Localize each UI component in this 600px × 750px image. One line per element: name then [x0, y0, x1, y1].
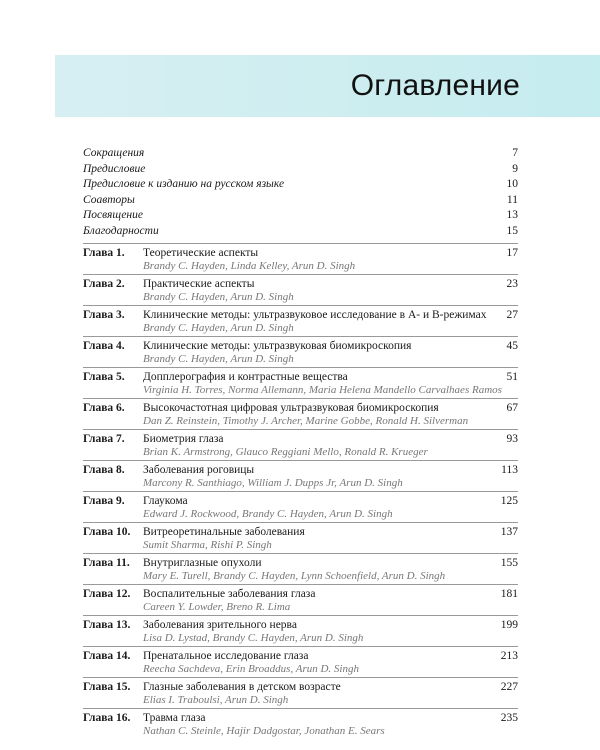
page-number: 235: [500, 712, 518, 724]
front-matter-item[interactable]: [83, 225, 518, 241]
chapter-entry[interactable]: [83, 677, 518, 708]
chapter-title: Биометрия глаза: [143, 433, 224, 445]
chapter-entry[interactable]: [83, 460, 518, 491]
chapter-number: Глава 6.: [83, 402, 125, 414]
chapter-title-row: [143, 711, 518, 725]
chapter-entry[interactable]: [83, 553, 518, 584]
chapter-body: [143, 680, 518, 708]
chapter-title-row: [143, 494, 518, 508]
page-number: 67: [506, 402, 518, 414]
front-matter-label: Сокращения: [83, 147, 145, 159]
chapter-authors: Lisa D. Lystad, Brandy C. Hayden, Arun D. Singh: [143, 632, 364, 644]
front-matter-label: Благодарности: [83, 224, 159, 237]
chapter-number: Глава 10.: [83, 526, 131, 538]
chapter-body: [143, 277, 518, 305]
chapter-title-row: [143, 618, 518, 632]
chapter-title: Пренатальное исследование глаза: [143, 650, 309, 662]
page-number: 155: [500, 557, 518, 569]
chapter-title-row: [143, 432, 518, 446]
chapter-body: [143, 370, 518, 398]
chapter-entry[interactable]: [83, 615, 518, 646]
chapter-entry[interactable]: [83, 336, 518, 367]
chapter-title-row: [143, 680, 518, 694]
chapter-entry[interactable]: [83, 584, 518, 615]
page-number: 15: [506, 224, 518, 237]
chapter-number: Глава 2.: [83, 278, 125, 290]
chapter-body: [143, 246, 518, 274]
chapter-title: Глаукома: [143, 495, 188, 507]
header-band: [55, 55, 600, 117]
front-matter-label: Предисловие к изданию на русском языке: [83, 178, 285, 190]
chapter-entry[interactable]: [83, 367, 518, 398]
chapter-title: Клинические методы: ультразвуковая биомикроскопия: [143, 340, 412, 352]
front-matter-item[interactable]: [83, 163, 518, 179]
chapter-title-row: [143, 370, 518, 384]
chapter-number: Глава 5.: [83, 371, 125, 383]
chapter-title-row: [143, 525, 518, 539]
chapter-title-row: [143, 277, 518, 291]
page-number: 27: [506, 309, 518, 321]
page-number: 93: [506, 433, 518, 445]
chapter-entry[interactable]: [83, 646, 518, 677]
chapter-title: Практические аспекты: [143, 278, 255, 290]
chapter-authors: Sumit Sharma, Rishi P. Singh: [143, 539, 272, 551]
page-number: 213: [500, 650, 518, 662]
page-number: 11: [506, 193, 518, 206]
chapter-body: [143, 308, 518, 336]
front-matter-label: Посвящение: [83, 209, 143, 221]
chapter-entry[interactable]: [83, 274, 518, 305]
chapter-title-row: [143, 339, 518, 353]
page-number: 23: [506, 278, 518, 290]
chapter-authors: Elias I. Traboulsi, Arun D. Singh: [143, 694, 289, 706]
chapter-body: [143, 525, 518, 553]
chapter-title-row: [143, 587, 518, 601]
chapter-entry[interactable]: [83, 708, 518, 739]
page-number: 7: [512, 147, 518, 159]
page-number: 10: [506, 178, 518, 190]
chapter-entry[interactable]: [83, 243, 518, 274]
chapter-number: Глава 7.: [83, 433, 125, 445]
front-matter-item[interactable]: [83, 147, 518, 163]
chapter-body: [143, 711, 518, 739]
front-matter-item[interactable]: [83, 209, 518, 225]
chapter-body: [143, 587, 518, 615]
chapter-title: Воспалительные заболевания глаза: [143, 588, 316, 600]
chapter-authors: Virginia H. Torres, Norma Allemann, Maria Helena Mandello Carvalhaes Ramos: [143, 384, 502, 396]
chapter-number: Глава 15.: [83, 681, 131, 693]
chapter-title: Витреоретинальные заболевания: [143, 526, 305, 538]
chapter-title: Допплерография и контрастные вещества: [143, 371, 348, 383]
chapter-list: [83, 243, 518, 739]
chapter-entry[interactable]: [83, 305, 518, 336]
page-number: 9: [512, 162, 518, 175]
chapter-authors: Nathan C. Steinle, Hajir Dadgostar, Jonathan E. Sears: [143, 725, 385, 737]
chapter-body: [143, 432, 518, 460]
chapter-body: [143, 556, 518, 584]
chapter-entry[interactable]: [83, 398, 518, 429]
page-number: 181: [500, 588, 518, 600]
chapter-title-row: [143, 463, 518, 477]
chapter-title-row: [143, 246, 518, 260]
chapter-body: [143, 463, 518, 491]
chapter-authors: Careen Y. Lowder, Breno R. Lima: [143, 601, 291, 613]
chapter-entry[interactable]: [83, 429, 518, 460]
page-number: 113: [501, 464, 518, 476]
chapter-authors: Mary E. Turell, Brandy C. Hayden, Lynn Schoenfield, Arun D. Singh: [143, 570, 446, 582]
page-title: Оглавление: [350, 69, 520, 102]
chapter-number: Глава 9.: [83, 495, 125, 507]
page-number: 227: [500, 681, 518, 693]
chapter-title: Глазные заболевания в детском возрасте: [143, 681, 341, 693]
chapter-authors: Brandy C. Hayden, Arun D. Singh: [143, 291, 294, 303]
page-number: 13: [506, 209, 518, 221]
front-matter-list: [83, 147, 518, 240]
chapter-body: [143, 649, 518, 677]
chapter-number: Глава 1.: [83, 247, 125, 259]
chapter-number: Глава 12.: [83, 588, 131, 600]
page-number: 17: [506, 247, 518, 259]
chapter-title: Заболевания зрительного нерва: [143, 619, 297, 631]
chapter-authors: Marcony R. Santhiago, William J. Dupps Jr, Arun D. Singh: [143, 477, 403, 489]
chapter-title-row: [143, 401, 518, 415]
chapter-authors: Brandy C. Hayden, Arun D. Singh: [143, 322, 294, 334]
chapter-title: Теоретические аспекты: [143, 247, 259, 259]
front-matter-label: Соавторы: [83, 193, 135, 206]
chapter-number: Глава 3.: [83, 309, 125, 321]
chapter-body: [143, 401, 518, 429]
chapter-number: Глава 14.: [83, 650, 131, 662]
chapter-body: [143, 339, 518, 367]
chapter-title-row: [143, 556, 518, 570]
chapter-body: [143, 618, 518, 646]
chapter-number: Глава 11.: [83, 557, 130, 569]
chapter-number: Глава 4.: [83, 340, 125, 352]
chapter-authors: Brandy C. Hayden, Arun D. Singh: [143, 353, 294, 365]
page-number: 199: [500, 619, 518, 631]
chapter-number: Глава 16.: [83, 712, 131, 724]
chapter-title-row: [143, 308, 518, 322]
table-of-contents: [83, 147, 518, 739]
front-matter-label: Предисловие: [83, 162, 146, 175]
chapter-entry[interactable]: [83, 491, 518, 522]
chapter-authors: Brian K. Armstrong, Glauco Reggiani Mello, Ronald R. Krueger: [143, 446, 428, 458]
chapter-title: Внутриглазные опухоли: [143, 557, 262, 569]
chapter-body: [143, 494, 518, 522]
chapter-title: Заболевания роговицы: [143, 464, 255, 476]
page-number: 51: [506, 371, 518, 383]
page-number: 137: [500, 526, 518, 538]
chapter-authors: Brandy C. Hayden, Linda Kelley, Arun D. Singh: [143, 260, 356, 272]
chapter-entry[interactable]: [83, 522, 518, 553]
page-number: 45: [506, 340, 518, 352]
chapter-number: Глава 8.: [83, 464, 125, 476]
chapter-title: Высокочастотная цифровая ультразвуковая биомикроскопия: [143, 402, 439, 414]
chapter-authors: Edward J. Rockwood, Brandy C. Hayden, Arun D. Singh: [143, 508, 393, 520]
page-number: 125: [500, 495, 518, 507]
chapter-title-row: [143, 649, 518, 663]
chapter-title: Травма глаза: [143, 712, 206, 724]
front-matter-item[interactable]: [83, 178, 518, 194]
chapter-authors: Reecha Sachdeva, Erin Broaddus, Arun D. Singh: [143, 663, 359, 675]
chapter-number: Глава 13.: [83, 619, 131, 631]
front-matter-item[interactable]: [83, 194, 518, 210]
chapter-authors: Dan Z. Reinstein, Timothy J. Archer, Marine Gobbe, Ronald H. Silverman: [143, 415, 469, 427]
chapter-title: Клинические методы: ультразвуковое исследование в А- и В-режимах: [143, 309, 487, 321]
